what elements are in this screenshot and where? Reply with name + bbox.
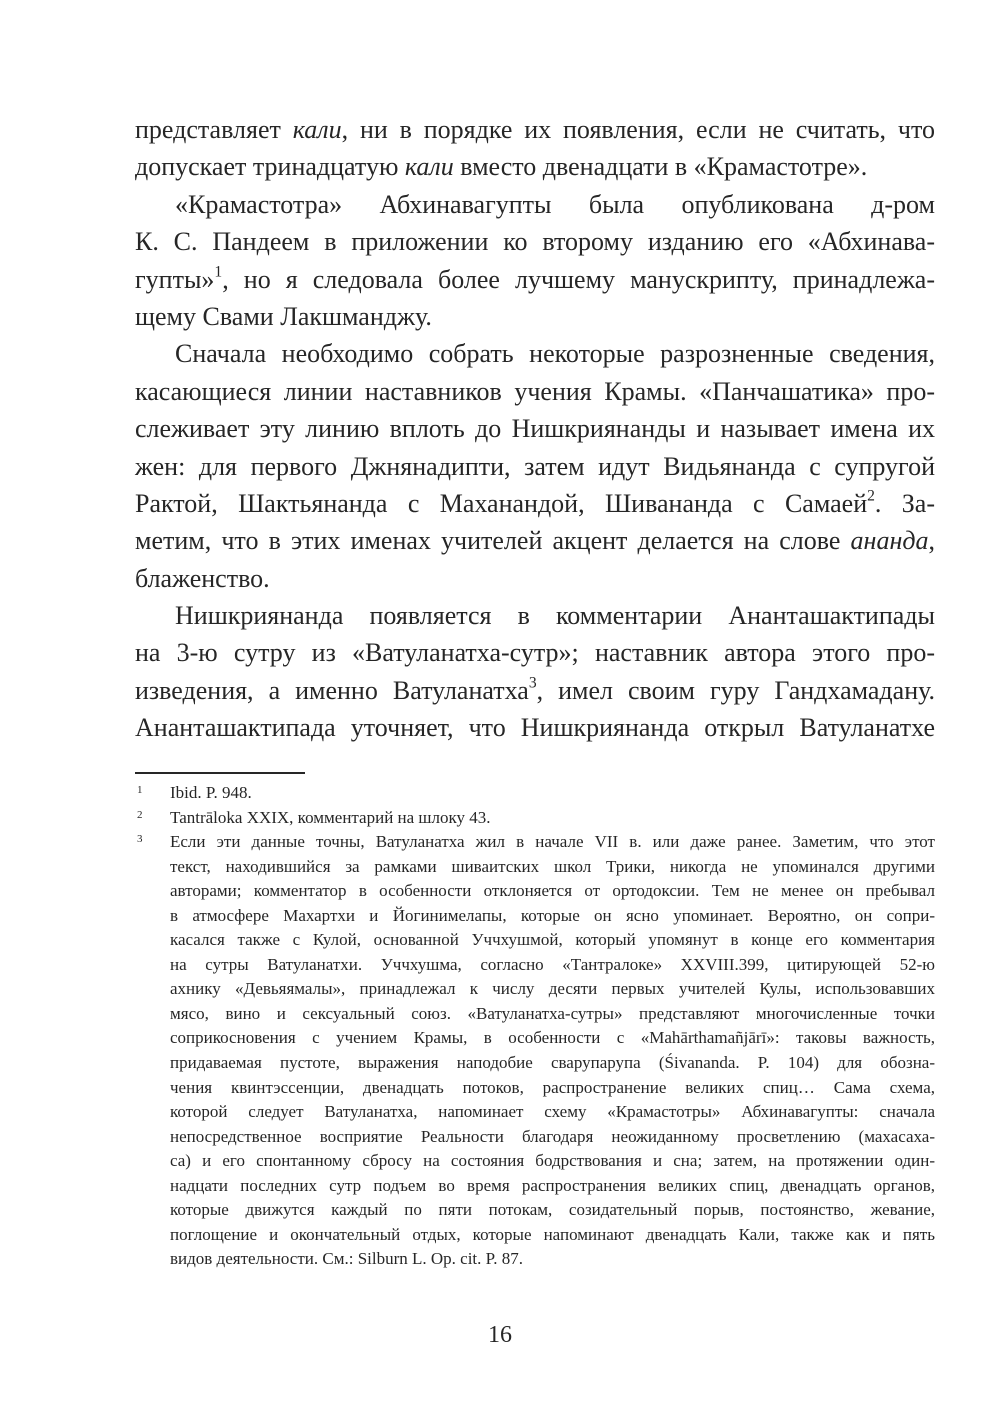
text-run: касающиеся линии наставников учения Крамы. «Панчашатика» про- [135, 376, 935, 406]
paragraph [135, 111, 935, 186]
footnote-line: чения квинтэссенции, двенадцать потоков, распространение великих спиц… Сама схема, [170, 1077, 935, 1097]
footnote [135, 806, 935, 831]
footnote-line: Ibid. P. 948. [170, 783, 252, 802]
text-line [135, 448, 935, 485]
text-run: , имел своим гуру Гандхамадану. [536, 675, 936, 705]
text-run: жен: для первого Джнянадипти, затем идут Видьянанда с супругой [135, 451, 935, 481]
footnote-line: непосредственное восприятие Реальности благодаря неожиданному просветлению (махасаха- [170, 1126, 935, 1146]
footnote-line: надцати последних сутр подъем во время распространения великих спиц, двенадцать органов, [170, 1175, 935, 1195]
text-line [135, 485, 935, 522]
footnote-line: в атмосфере Махартхи и Йогинимелапы, которые он ясно упоминает. Вероятно, он сопри- [170, 905, 935, 925]
text-run: на 3-ю сутру из «Ватуланатха-сутр»; наставник автора этого про- [135, 638, 935, 668]
text-run: , ни в порядке их появления, если не считать, что [341, 115, 936, 144]
footnote-line: авторами; комментатор в особенности отклоняется от ортодоксии. Тем не менее он пребывал [170, 881, 935, 901]
italic-term: ананда [850, 526, 929, 556]
text-line [135, 560, 935, 597]
italic-term: кали [292, 115, 342, 144]
text-run: метим, что в этих именах учителей акцент делается на слове [135, 526, 851, 556]
footnote-line: ахнику «Девьяямалы», принадлежал к числу десяти первых учителей Кулы, использовавших [170, 979, 935, 999]
paragraph [135, 186, 935, 336]
footnote-line: Tantrāloka XXIX, комментарий на шлоку 43. [170, 807, 491, 827]
footnote-line: мясо, вино и сексуальный союз. «Ватуланатха-сутры» представляют многочисленные точки [170, 1003, 935, 1023]
text-run: гупты» [135, 264, 215, 294]
italic-term: кали [404, 152, 454, 182]
text-run: представляет [135, 115, 293, 144]
text-line [135, 111, 935, 148]
footnote [135, 830, 935, 1272]
page-number: 16 [488, 1322, 512, 1348]
main-text [135, 111, 935, 747]
text-line [135, 298, 935, 335]
paragraph [135, 335, 935, 597]
text-run: слеживает эту линию вплоть до Нишкриянанды и называет имена их [135, 414, 935, 444]
footnote-line: текст, находившийся за рамками шиваитских школ Трики, никогда не упоминался другими [170, 856, 935, 876]
text-line [135, 522, 935, 559]
text-line [135, 335, 935, 372]
text-line [135, 186, 935, 223]
text-run: К. С. Пандеем в приложении ко второму изданию его «Абхинава- [135, 227, 935, 257]
text-line [135, 261, 935, 298]
footnotes [135, 781, 935, 1272]
text-line [135, 373, 935, 410]
text-run: Сначала необходимо собрать некоторые разрозненные сведения, [175, 339, 935, 369]
footnote-line: видов деятельности. См.: Silburn L. Op. cit. P. 87. [170, 1249, 523, 1269]
footnote-line: Если эти данные точны, Ватуланатха жил в начале VII в. или даже ранее. Заметим, что этот [170, 832, 935, 852]
text-line [135, 709, 935, 746]
footnote-line: са) и его спонтанному сбросу на состояния бодрствования и сна; затем, на протяжении один- [170, 1151, 935, 1171]
text-line [135, 597, 935, 634]
paragraph [135, 597, 935, 747]
footnote-line: поглощение и окончательный отдых, которые напоминают двенадцать Кали, также как и пять [170, 1224, 935, 1244]
text-run: вместо двенадцати в «Крамастотре». [453, 152, 868, 182]
footnote-line: которые движутся каждый по пяти потокам, созидательный порыв, постоянство, жевание, [170, 1200, 935, 1220]
text-run: , но я следовала более лучшему манускрипту, принадлежа- [222, 264, 935, 294]
footnote-separator [135, 772, 305, 774]
text-run: . За- [874, 488, 935, 518]
text-run: Рактой, Шактьянанда с Маханандой, Шивананда с Самаей [135, 488, 868, 518]
footnote-ref[interactable]: 2 [867, 487, 875, 505]
text-line [135, 672, 935, 709]
text-line [135, 410, 935, 447]
footnote-number: 3 [137, 833, 143, 846]
text-run: блаженство. [135, 563, 270, 593]
text-line [135, 223, 935, 260]
footnote-line: придаваемая пустоте, выражения наподобие сварупарупа (Śivananda. P. 104) для обозна- [170, 1053, 935, 1073]
text-line [135, 634, 935, 671]
footnote-ref[interactable]: 1 [214, 262, 223, 280]
text-run: , [928, 526, 935, 556]
footnote-ref[interactable]: 3 [528, 674, 537, 692]
footnote-line: соприкосновения с учением Крамы, в особенности с «Mahārthamañjārī»: таковы важность, [170, 1028, 935, 1048]
text-run: допускает тринадцатую [135, 152, 405, 182]
text-line [135, 148, 935, 185]
footnote-line: которой следует Ватуланатха, напоминает схему «Крамастотры» Абхинавагупты: сначала [170, 1102, 935, 1122]
text-run: Ананташактипада уточняет, что Нишкриянанда открыл Ватуланатхе [135, 713, 935, 743]
text-run: щему Свами Лакшманджу. [135, 301, 432, 331]
text-run: «Крамастотра» Абхинавагупты была опубликована д-ром [175, 189, 935, 219]
footnote [135, 781, 935, 806]
text-run: Нишкриянанда появляется в комментарии Ананташактипады [175, 601, 935, 631]
footnote-number: 1 [137, 784, 143, 796]
text-run: изведения, а именно Ватуланатха [135, 675, 529, 705]
footnote-line: на сутры Ватуланатхи. Уччхушма, согласно «Тантралоке» XXVIII.399, цитирующей 52-ю [170, 954, 935, 974]
footnote-number: 2 [137, 808, 143, 821]
footnote-line: касался также с Кулой, основанной Уччхушмой, который упомянут в конце его комментария [170, 930, 935, 950]
